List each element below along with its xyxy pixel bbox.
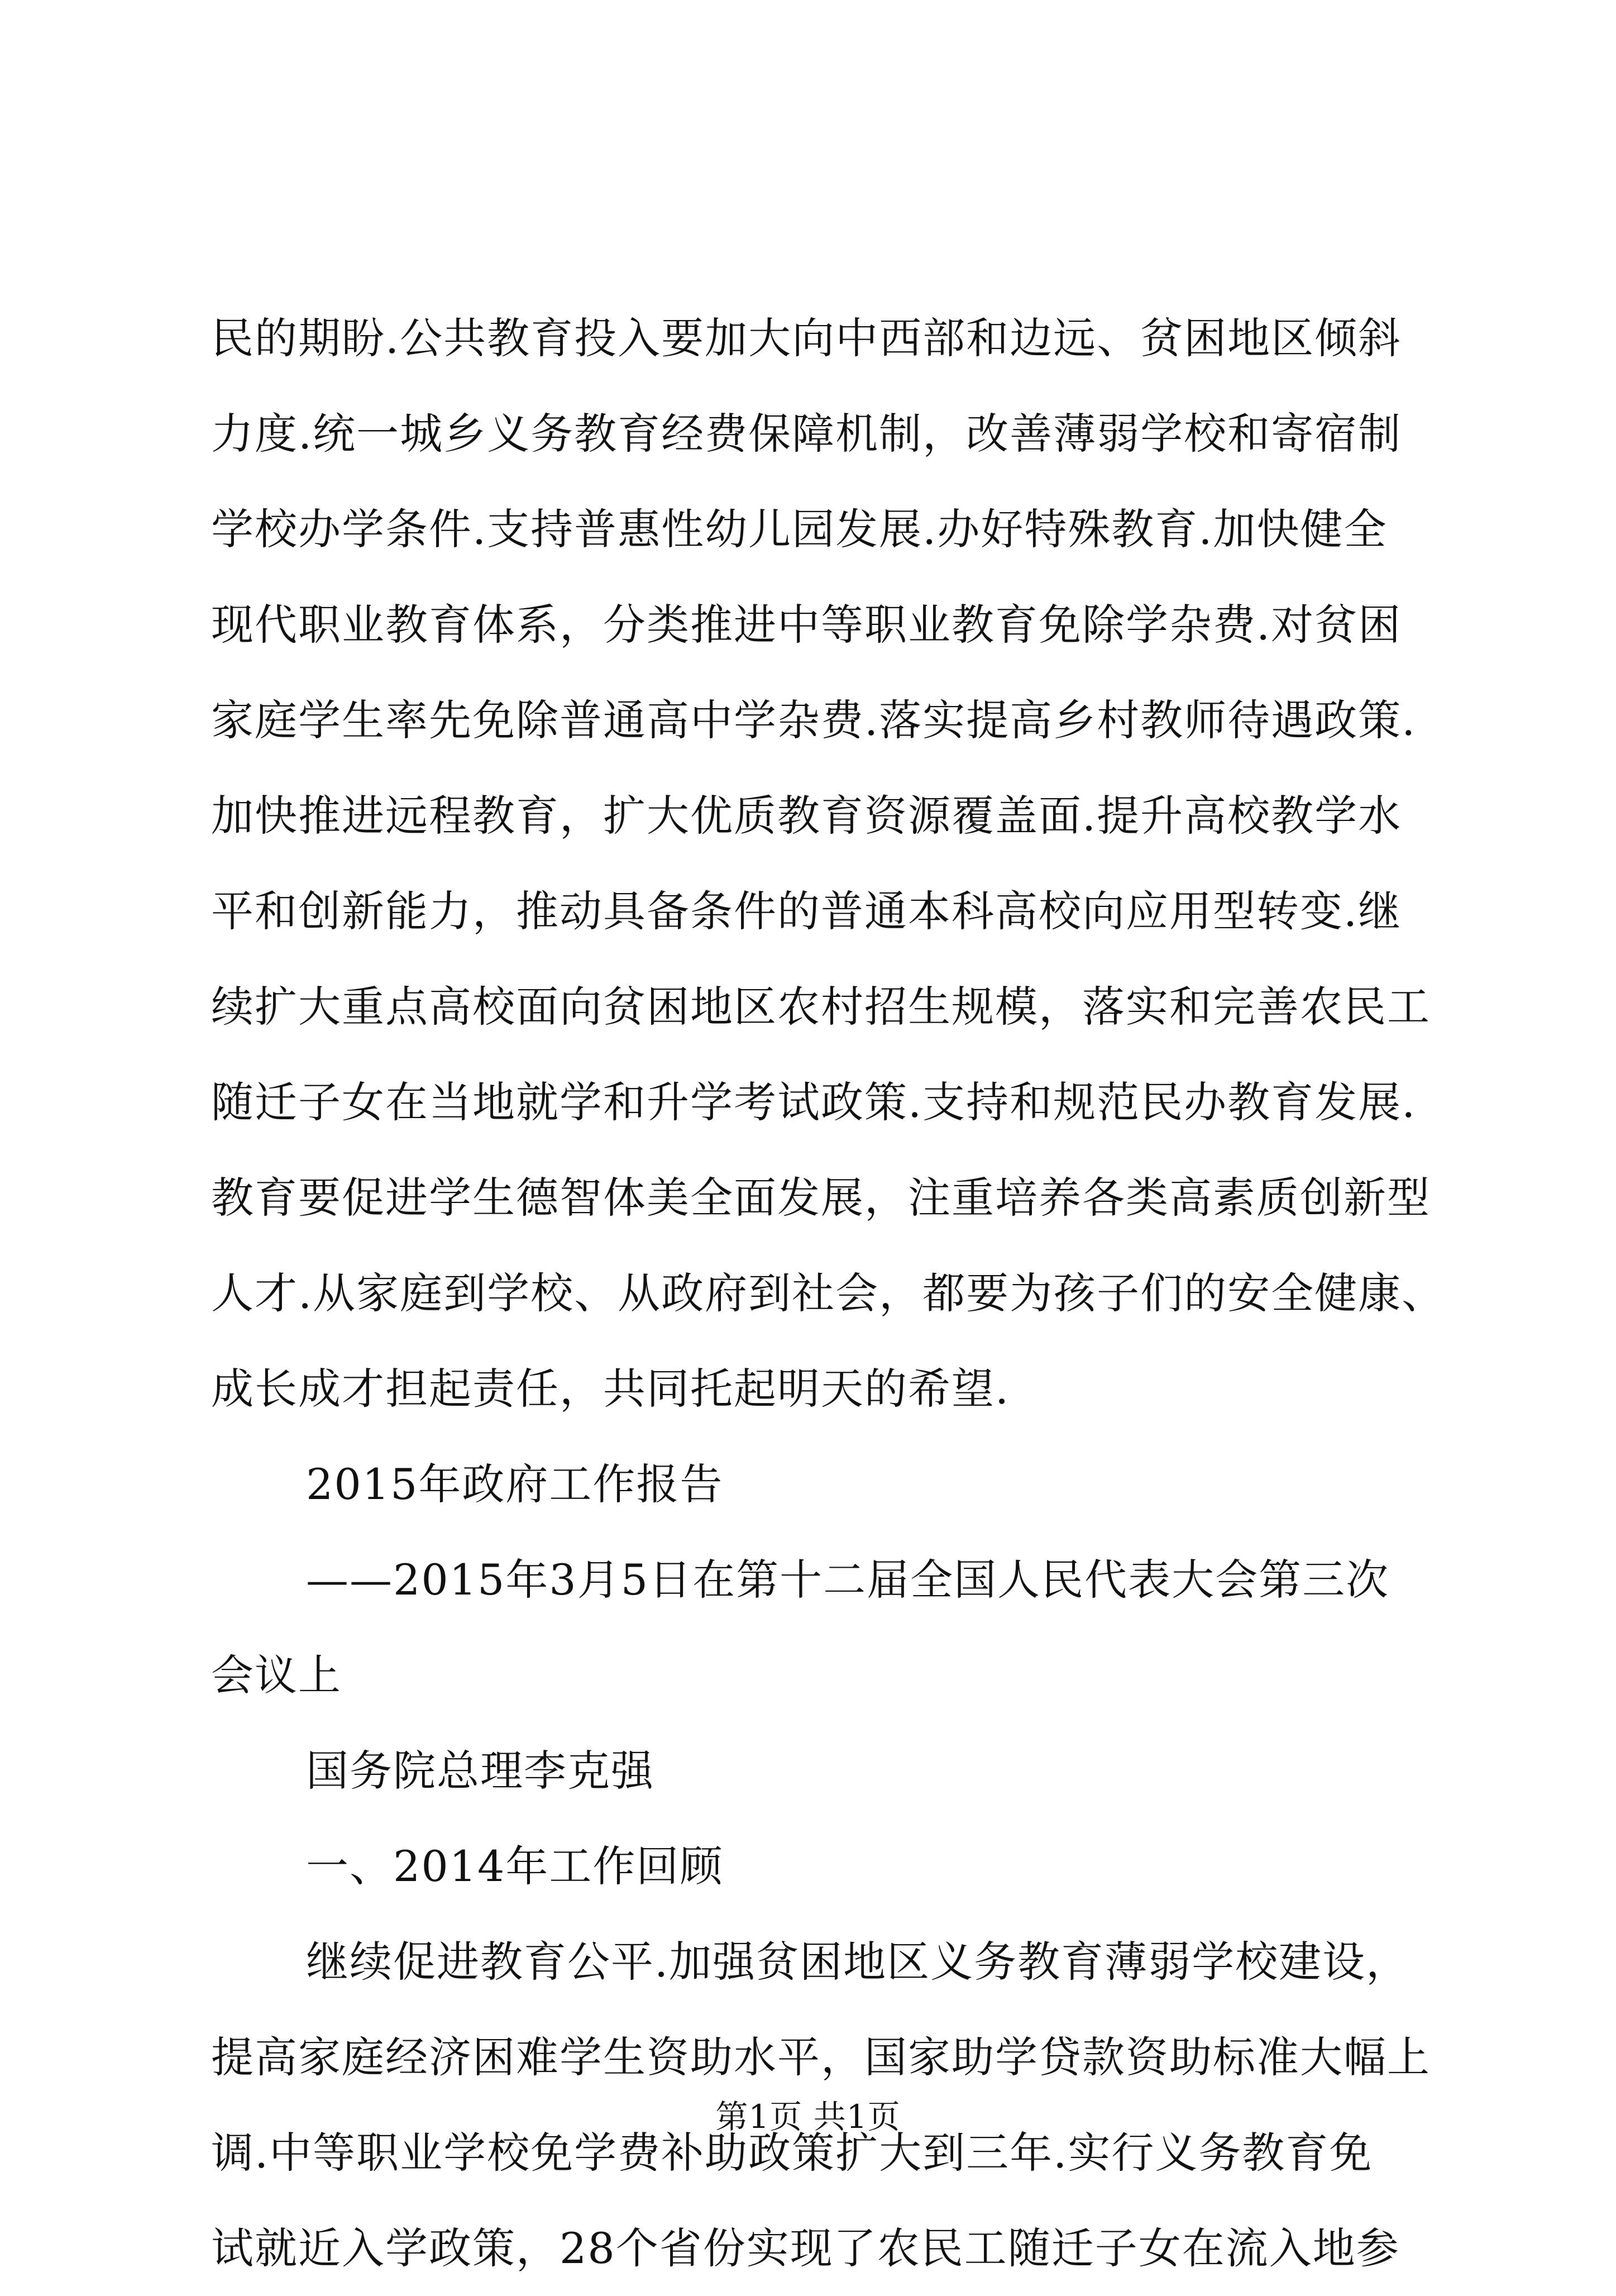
body-line: 加快推进远程教育，扩大优质教育资源覆盖面.提升高校教学水: [211, 791, 1402, 841]
section-heading: 一、2014年工作回顾: [306, 1841, 724, 1891]
speaker-line: 国务院总理李克强: [306, 1746, 654, 1796]
page-number: 第1页 共1页: [715, 2098, 901, 2136]
page-footer: [0, 2094, 1616, 2139]
body-line: 平和创新能力，推动具备条件的普通本科高校向应用型转变.继: [211, 886, 1402, 936]
report-title: 2015年政府工作报告: [306, 1459, 724, 1509]
section-body-line: 继续促进教育公平.加强贫困地区义务教育薄弱学校建设，: [306, 1937, 1410, 1987]
body-line: 学校办学条件.支持普惠性幼儿园发展.办好特殊教育.加快健全: [211, 504, 1388, 554]
document-body: [211, 290, 1446, 2296]
section-body-line: 试就近入学政策，28个省份实现了农民工随迁子女在流入地参: [211, 2223, 1400, 2273]
report-subtitle: ——2015年3月5日在第十二届全国人民代表大会第三次: [306, 1555, 1390, 1605]
body-line: 教育要促进学生德智体美全面发展，注重培养各类高素质创新型: [211, 1173, 1431, 1223]
body-line: 民的期盼.公共教育投入要加大向中西部和边远、贫困地区倾斜: [211, 313, 1402, 363]
body-line: 续扩大重点高校面向贫困地区农村招生规模，落实和完善农民工: [211, 982, 1431, 1032]
body-line: 成长成才担起责任，共同托起明天的希望.: [211, 1364, 1010, 1414]
section-body-line: 提高家庭经济困难学生资助水平，国家助学贷款资助标准大幅上: [211, 2032, 1431, 2082]
body-line: 力度.统一城乡义务教育经费保障机制，改善薄弱学校和寄宿制: [211, 409, 1402, 459]
section-body-line: 调.中等职业学校免学费补助政策扩大到三年.实行义务教育免: [211, 2128, 1373, 2178]
body-line: 现代职业教育体系，分类推进中等职业教育免除学杂费.对贫困: [211, 600, 1402, 650]
report-subtitle-continued: 会议上: [211, 1650, 342, 1700]
body-line: 家庭学生率先免除普通高中学杂费.落实提高乡村教师待遇政策.: [211, 695, 1417, 745]
body-line: 随迁子女在当地就学和升学考试政策.支持和规范民办教育发展.: [211, 1077, 1417, 1127]
body-line: 人才.从家庭到学校、从政府到社会，都要为孩子们的安全健康、: [211, 1268, 1446, 1318]
